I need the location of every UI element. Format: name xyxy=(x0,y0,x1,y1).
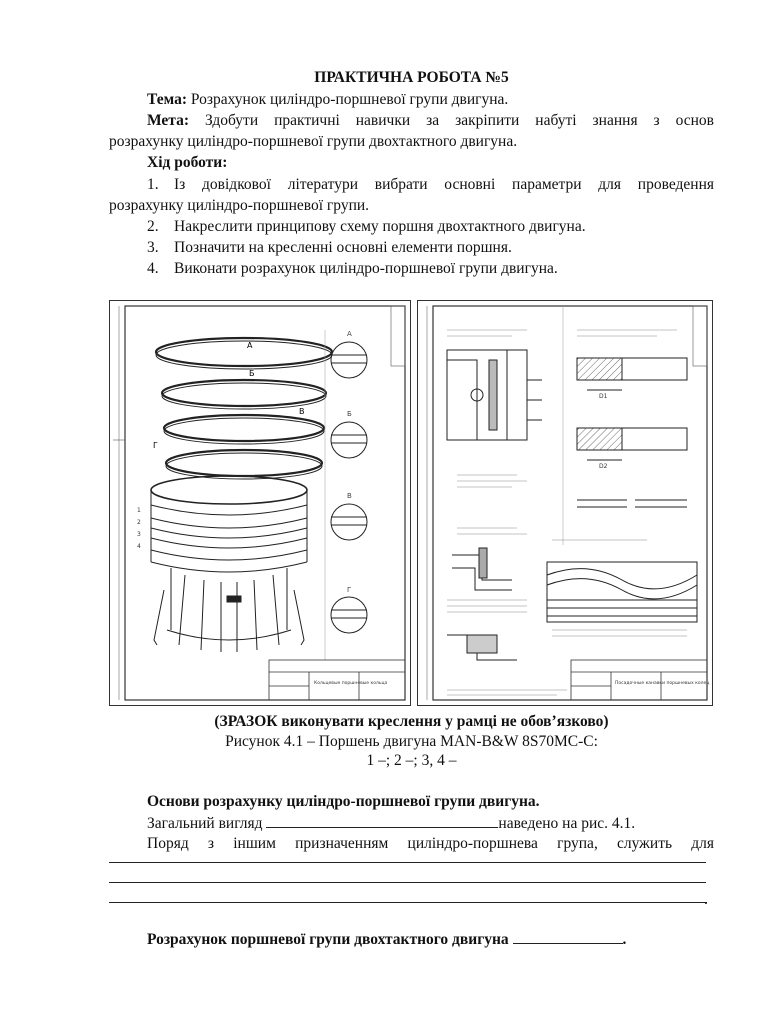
theme-line xyxy=(109,90,714,110)
drawing-sheet-right xyxy=(417,300,713,706)
section-label-b: Б xyxy=(347,410,352,418)
general-view-prefix: Загальний вигляд xyxy=(147,815,263,832)
svg-text:2: 2 xyxy=(137,519,141,526)
progress-heading: Хід роботи: xyxy=(147,154,228,171)
blank-end-mark: . xyxy=(704,891,708,908)
ring-grooves-drawing xyxy=(417,300,713,706)
step-text: Із довідкової літератури вибрати основні параметри для проведення xyxy=(174,176,714,193)
step-number: 4. xyxy=(147,260,159,277)
step-number: 3. xyxy=(147,239,159,256)
blank-calc[interactable] xyxy=(513,930,623,944)
section-label-v: В xyxy=(347,492,352,500)
step-1 xyxy=(109,175,714,195)
calc-end-mark: . xyxy=(622,931,627,948)
goal-text-1: Здобути практичні навички за закріпити набуті знання з основ xyxy=(189,112,714,129)
goal-line-2: розрахунку циліндро-поршневої групи двохтактного двигуна. xyxy=(109,133,518,150)
general-view-suffix: наведено на рис. 4.1. xyxy=(498,815,636,832)
svg-text:4: 4 xyxy=(137,543,141,550)
blank-general-view[interactable] xyxy=(266,813,498,828)
svg-text:1: 1 xyxy=(137,507,141,514)
goal-label: Мета: xyxy=(147,112,190,129)
section-label-g: Г xyxy=(347,586,352,594)
calc-heading-text: Розрахунок поршневої групи двохтактного двигуна xyxy=(147,931,509,948)
ring-label-a: А xyxy=(247,341,253,350)
step-text: Накреслити принципову схему поршня двохтактного двигуна. xyxy=(174,218,586,235)
theme-label: Тема: xyxy=(147,91,187,108)
step-number: 2. xyxy=(147,218,159,235)
calc-heading xyxy=(109,930,714,950)
purpose-line: Поряд з іншим призначенням циліндро-поршнева група, служить для xyxy=(147,835,714,852)
ring-dim-d2: D2 xyxy=(599,463,608,470)
theme-text: Розрахунок циліндро-поршневої групи двигуна. xyxy=(187,91,509,108)
step-3 xyxy=(109,238,714,258)
step-1-cont: розрахунку циліндро-поршневої групи. xyxy=(109,197,370,214)
left-title-block-text: Кольцевые поршневые кольца xyxy=(314,681,388,686)
step-text: Виконати розрахунок циліндро-поршневої групи двигуна. xyxy=(174,260,558,277)
piston-rings-drawing xyxy=(109,300,411,706)
step-2 xyxy=(109,217,714,237)
blank-line-1[interactable] xyxy=(109,862,706,863)
ring-label-b: Б xyxy=(249,369,255,378)
page-title: ПРАКТИЧНА РОБОТА №5 xyxy=(314,69,509,86)
step-text: Позначити на кресленні основні елементи поршня. xyxy=(174,239,512,256)
step-number: 1. xyxy=(147,176,159,193)
general-view-line xyxy=(109,813,714,834)
figure-legend: 1 –; 2 –; 3, 4 – xyxy=(366,752,457,769)
basics-heading: Основи розрахунку циліндро-поршневої групи двигуна. xyxy=(147,793,540,810)
blank-line-3[interactable] xyxy=(109,902,707,903)
section-label-a: А xyxy=(347,330,352,338)
figure-caption: Рисунок 4.1 – Поршень двигуна MAN-B&W 8S70MC-C: xyxy=(225,733,598,750)
piston-figure xyxy=(109,300,713,706)
right-title-block-text: Посадочные канавки поршневых колец xyxy=(615,681,710,686)
goal-line-1 xyxy=(109,111,714,131)
step-4 xyxy=(109,259,714,279)
svg-text:3: 3 xyxy=(137,531,141,538)
ring-label-g: Г xyxy=(153,441,158,450)
figure-note: (ЗРАЗОК виконувати креслення у рамці не обов’язково) xyxy=(214,713,609,730)
ring-dim-d1: D1 xyxy=(599,393,608,400)
drawing-sheet-left xyxy=(109,300,411,706)
blank-line-2[interactable] xyxy=(109,882,706,883)
ring-label-v: В xyxy=(299,407,305,416)
